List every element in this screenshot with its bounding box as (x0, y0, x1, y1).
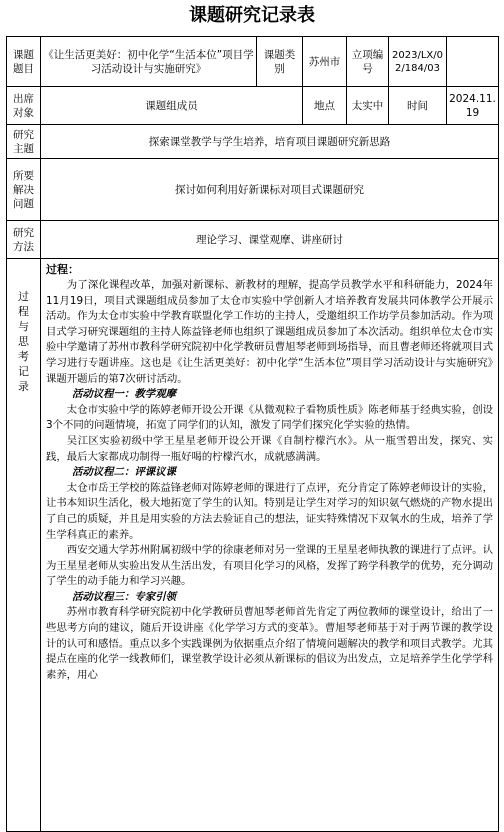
topic-value: 《让生活更美好：初中化学“生活本位”项目学习活动设计与实施研究》 (41, 37, 257, 87)
activity1-title: 活动议程一：教学观摩 (72, 388, 176, 401)
method-label: 研究方法 (7, 221, 41, 259)
place-value: 太实中 (347, 87, 389, 125)
place-label: 地点 (303, 87, 347, 125)
theme-label: 研究主题 (7, 125, 41, 159)
method-value: 理论学习、课堂观摩、讲座研讨 (41, 221, 499, 259)
theme-value: 探索课堂教学与学生培养，培育项目课题研究新思路 (41, 125, 499, 159)
record-table (6, 36, 499, 832)
row-theme (7, 125, 499, 159)
activity1-paragraph-1: 太仓市实验中学的陈婷老师开设公开课《从微观粒子看物质性质》陈老师基于经典实验，创设3个不同的问题情境，拓宽了同学们的认知，激发了同学们探究化学实验的热情。 (46, 403, 493, 432)
process-intro: 为了深化课程改革，加强对新课标、新教材的理解，提高学员教学水平和科研能力，2024年11月19日，项目式课题组成员参加了太仓市实验中学创新人才培养教育发展共同体教学公开展示活动。作为太仓市实验中学教育联盟化学工作坊的主持人，受邀组织工作坊学员参加活动。作为项目式学习研究课题组的主持人陈益锋老师也组织了课题组成员参加了本次活动。组织单位太仓市实验中学邀请了苏州市教科学研究院初中化学教研员曹旭琴老师到场指导，而且曹老师还将就项目式学习进行专题讲座。这也是《让生活更美好：初中化学“生活本位”项目学习活动设计与实施研究》课题开题后的第7次研讨活动。 (46, 279, 493, 385)
approval-label: 立项编号 (347, 37, 389, 87)
activity2-paragraph-1: 太仓市岳王学校的陈益锋老师对陈婷老师的课进行了点评，充分肯定了陈婷老师设计的实验，让书本知识生活化，极大地拓宽了学生的认知。特别是让学生对学习的知识氨气燃烧的产物水提出了自己的质疑，并且是用实验的方法去验证自己的想法，证实特殊情况下双氧水的生成，培养了学生学科真正的素养。 (46, 481, 493, 541)
activity3-paragraph-1: 苏州市教育科学研究院初中化学教研员曹旭琴老师首先肯定了两位教师的课堂设计，给出了一些思考方向的建议，随后开设讲座《化学学习方式的变革》。曹旭琴老师基于对于两节课的教学设计的认可和感悟。重点以多个实践课例为依据重点介绍了情境问题解决的教学和项目式教学。尤其提点在座的化学一线教师们，课堂教学设计必须从新课标的倡议为出发点，立足培养学生化学学科素养，用心 (46, 606, 493, 681)
process-label: 过程与思考记录 (7, 259, 41, 832)
activity1-paragraph-2: 吴江区实验初级中学王星星老师开设公开课《自制柠檬汽水》。从一瓶雪碧出发，探究、实践，最后大家都成功制得一瓶好喝的柠檬汽水，成就感满满。 (46, 434, 493, 463)
process-heading: 过程： (46, 263, 79, 276)
time-label: 时间 (389, 87, 447, 125)
page-title: 课题研究记录表 (189, 5, 315, 26)
row-topic (7, 37, 499, 87)
problem-label: 所要解决问题 (7, 159, 41, 221)
process-content (41, 259, 499, 832)
category-label: 课题类别 (257, 37, 303, 87)
attendee-label: 出席对象 (7, 87, 41, 125)
row-problem (7, 159, 499, 221)
activity3-title: 活动议程三：专家引领 (72, 590, 176, 603)
row-method (7, 221, 499, 259)
row-attendee (7, 87, 499, 125)
attendee-value: 课题组成员 (41, 87, 303, 125)
topic-label: 课题题目 (7, 37, 41, 87)
row-process (7, 259, 499, 832)
problem-value: 探讨如何利用好新课标对项目式课题研究 (41, 159, 499, 221)
approval-value: 2023/LX/02/184/03 (389, 37, 447, 87)
time-value: 2024.11.19 (447, 87, 499, 125)
activity2-paragraph-2: 西安交通大学苏州附属初级中学的徐康老师对另一堂课的王星星老师执教的课进行了点评。认为王星星老师从实验出发从生活出发，有项目化学习的风格，发挥了跨学科教学的优势，充分调动了学生的动手能力和学习兴趣。 (46, 544, 493, 588)
category-value: 苏州市 (303, 37, 347, 87)
activity2-title: 活动议程二：评课议课 (72, 466, 176, 479)
